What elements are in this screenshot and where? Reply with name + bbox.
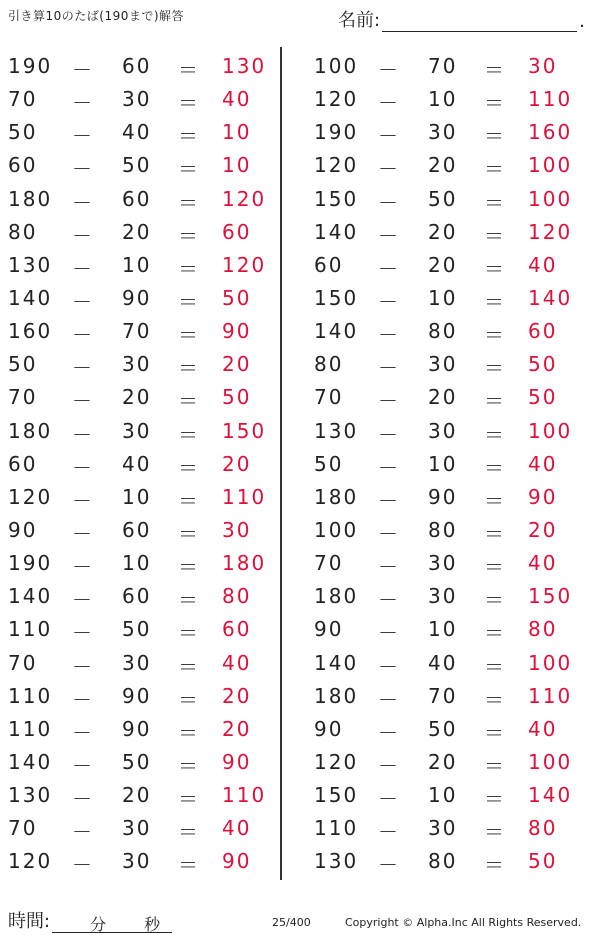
minus-sign: － <box>378 91 398 116</box>
subtrahend: 30 <box>428 584 458 609</box>
minuend: 180 <box>8 186 53 211</box>
minuend: 160 <box>8 319 53 344</box>
answer: 90 <box>528 484 558 509</box>
minus-sign: － <box>378 190 398 215</box>
minuend: 110 <box>8 617 53 642</box>
equals-sign: ＝ <box>178 621 198 646</box>
worksheet-title: 引き算10のたば(190まで)解答 <box>8 9 185 23</box>
minus-sign: － <box>378 455 398 480</box>
minuend: 60 <box>314 252 344 277</box>
minus-sign: － <box>378 356 398 381</box>
subtrahend: 50 <box>428 716 458 741</box>
equals-sign: ＝ <box>178 555 198 580</box>
subtrahend: 50 <box>122 617 152 642</box>
minus-sign: － <box>72 323 92 348</box>
minuend: 140 <box>314 219 359 244</box>
minuend: 120 <box>8 484 53 509</box>
equals-sign: ＝ <box>178 91 198 116</box>
subtrahend: 80 <box>428 319 458 344</box>
minus-sign: － <box>378 853 398 878</box>
copyright-notice: Copyright © Alpha.Inc All Rights Reserved. <box>345 916 582 929</box>
equals-sign: ＝ <box>178 124 198 149</box>
answer: 90 <box>222 319 252 344</box>
minus-sign: － <box>378 621 398 646</box>
subtrahend: 10 <box>122 551 152 576</box>
equals-sign: ＝ <box>484 555 504 580</box>
answer: 60 <box>528 319 558 344</box>
minuend: 140 <box>314 319 359 344</box>
minuend: 130 <box>314 418 359 443</box>
equals-sign: ＝ <box>178 289 198 314</box>
answer: 80 <box>222 584 252 609</box>
minuend: 180 <box>314 584 359 609</box>
equals-sign: ＝ <box>178 323 198 348</box>
answer: 10 <box>222 153 252 178</box>
equals-sign: ＝ <box>484 223 504 248</box>
subtrahend: 10 <box>122 484 152 509</box>
minus-sign: － <box>378 588 398 613</box>
subtrahend: 70 <box>428 54 458 78</box>
answer: 100 <box>528 749 573 774</box>
answer: 110 <box>528 683 573 708</box>
equals-sign: ＝ <box>178 488 198 513</box>
minus-sign: － <box>72 820 92 845</box>
subtrahend: 60 <box>122 584 152 609</box>
equals-sign: ＝ <box>484 488 504 513</box>
minus-sign: － <box>72 289 92 314</box>
equals-sign: ＝ <box>484 720 504 745</box>
answer: 150 <box>222 418 267 443</box>
minuend: 80 <box>314 352 344 377</box>
time-area <box>8 907 172 933</box>
answer: 40 <box>222 87 252 112</box>
minuend: 90 <box>314 617 344 642</box>
subtrahend: 20 <box>428 385 458 410</box>
minus-sign: － <box>378 753 398 778</box>
minus-sign: － <box>72 621 92 646</box>
equals-sign: ＝ <box>178 455 198 480</box>
subtrahend: 90 <box>428 484 458 509</box>
equals-sign: ＝ <box>178 521 198 546</box>
minuend: 110 <box>8 683 53 708</box>
minus-sign: － <box>378 654 398 679</box>
minuend: 180 <box>8 418 53 443</box>
subtrahend: 30 <box>428 352 458 377</box>
answer: 100 <box>528 186 573 211</box>
subtrahend: 20 <box>122 219 152 244</box>
answer: 130 <box>222 54 267 78</box>
equals-sign: ＝ <box>484 422 504 447</box>
equals-sign: ＝ <box>484 389 504 414</box>
answer: 120 <box>222 252 267 277</box>
subtrahend: 10 <box>428 451 458 476</box>
subtrahend: 90 <box>122 683 152 708</box>
subtrahend: 20 <box>428 252 458 277</box>
answer: 50 <box>528 352 558 377</box>
minus-sign: － <box>72 654 92 679</box>
minus-sign: － <box>378 720 398 745</box>
minuend: 190 <box>314 120 359 145</box>
minuend: 80 <box>8 219 38 244</box>
answer: 140 <box>528 783 573 808</box>
minuend: 130 <box>314 849 359 874</box>
minuend: 130 <box>8 783 53 808</box>
answer: 110 <box>222 783 267 808</box>
equals-sign: ＝ <box>178 787 198 812</box>
minuend: 70 <box>8 650 38 675</box>
minus-sign: － <box>72 521 92 546</box>
subtrahend: 30 <box>122 650 152 675</box>
answer: 60 <box>222 617 252 642</box>
minus-sign: － <box>72 753 92 778</box>
subtrahend: 60 <box>122 517 152 542</box>
equals-sign: ＝ <box>484 621 504 646</box>
minus-sign: － <box>72 356 92 381</box>
minus-sign: － <box>378 422 398 447</box>
equals-sign: ＝ <box>484 323 504 348</box>
subtrahend: 10 <box>122 252 152 277</box>
equals-sign: ＝ <box>484 157 504 182</box>
answer: 100 <box>528 153 573 178</box>
minus-sign: － <box>72 455 92 480</box>
subtrahend: 30 <box>122 87 152 112</box>
minuend: 140 <box>314 650 359 675</box>
subtrahend: 90 <box>122 285 152 310</box>
answer: 90 <box>222 849 252 874</box>
minuend: 120 <box>314 87 359 112</box>
equals-sign: ＝ <box>484 91 504 116</box>
time-label: 時間: <box>8 911 51 932</box>
answer: 30 <box>222 517 252 542</box>
minuend: 90 <box>314 716 344 741</box>
subtrahend: 40 <box>428 650 458 675</box>
subtrahend: 70 <box>428 683 458 708</box>
subtrahend: 10 <box>428 285 458 310</box>
answer: 40 <box>528 716 558 741</box>
subtrahend: 20 <box>428 749 458 774</box>
equals-sign: ＝ <box>484 787 504 812</box>
answer: 30 <box>528 54 558 78</box>
subtrahend: 50 <box>122 749 152 774</box>
equals-sign: ＝ <box>484 687 504 712</box>
equals-sign: ＝ <box>484 853 504 878</box>
page-number: 25/400 <box>272 916 311 929</box>
subtrahend: 60 <box>122 54 152 78</box>
subtrahend: 30 <box>428 120 458 145</box>
minuend: 120 <box>314 749 359 774</box>
equals-sign: ＝ <box>178 58 198 82</box>
minuend: 140 <box>8 285 53 310</box>
equals-sign: ＝ <box>484 521 504 546</box>
minus-sign: － <box>72 488 92 513</box>
minus-sign: － <box>378 323 398 348</box>
subtrahend: 10 <box>428 783 458 808</box>
minuend: 70 <box>8 87 38 112</box>
answer: 100 <box>528 650 573 675</box>
minuend: 180 <box>314 484 359 509</box>
minuend: 70 <box>314 551 344 576</box>
equals-sign: ＝ <box>178 720 198 745</box>
minuend: 130 <box>8 252 53 277</box>
minus-sign: － <box>378 157 398 182</box>
subtrahend: 60 <box>122 186 152 211</box>
subtrahend: 30 <box>428 816 458 841</box>
minuend: 100 <box>314 517 359 542</box>
answer: 20 <box>222 716 252 741</box>
equals-sign: ＝ <box>484 124 504 149</box>
minuend: 70 <box>314 385 344 410</box>
equals-sign: ＝ <box>484 455 504 480</box>
name-area <box>338 6 585 32</box>
name-field-line[interactable] <box>382 13 577 32</box>
minus-sign: － <box>378 289 398 314</box>
answer: 80 <box>528 816 558 841</box>
minus-sign: － <box>72 91 92 116</box>
answer: 40 <box>528 252 558 277</box>
minuend: 140 <box>8 584 53 609</box>
minus-sign: － <box>72 58 92 82</box>
subtrahend: 30 <box>122 849 152 874</box>
minuend: 150 <box>314 285 359 310</box>
equals-sign: ＝ <box>484 753 504 778</box>
subtrahend: 80 <box>428 517 458 542</box>
minus-sign: － <box>378 256 398 281</box>
answer: 40 <box>222 650 252 675</box>
equals-sign: ＝ <box>178 853 198 878</box>
equals-sign: ＝ <box>178 356 198 381</box>
minus-sign: － <box>72 853 92 878</box>
equals-sign: ＝ <box>178 389 198 414</box>
subtrahend: 50 <box>428 186 458 211</box>
minuend: 50 <box>314 451 344 476</box>
answer: 150 <box>528 584 573 609</box>
equals-sign: ＝ <box>178 256 198 281</box>
subtrahend: 30 <box>122 816 152 841</box>
minus-sign: － <box>72 687 92 712</box>
minus-sign: － <box>72 190 92 215</box>
minutes-unit: 分 <box>90 915 107 934</box>
answer: 50 <box>528 849 558 874</box>
equals-sign: ＝ <box>178 588 198 613</box>
answer: 50 <box>528 385 558 410</box>
equals-sign: ＝ <box>484 820 504 845</box>
minus-sign: － <box>72 157 92 182</box>
equals-sign: ＝ <box>484 654 504 679</box>
subtrahend: 30 <box>428 418 458 443</box>
minus-sign: － <box>72 588 92 613</box>
answer: 50 <box>222 385 252 410</box>
equals-sign: ＝ <box>178 223 198 248</box>
minuend: 140 <box>8 749 53 774</box>
answer: 60 <box>222 219 252 244</box>
name-end-dot: . <box>579 11 585 32</box>
minuend: 120 <box>314 153 359 178</box>
subtrahend: 70 <box>122 319 152 344</box>
answer: 110 <box>222 484 267 509</box>
subtrahend: 40 <box>122 451 152 476</box>
minuend: 70 <box>8 385 38 410</box>
minus-sign: － <box>378 521 398 546</box>
answer: 10 <box>222 120 252 145</box>
minuend: 150 <box>314 783 359 808</box>
answer: 40 <box>528 451 558 476</box>
equals-sign: ＝ <box>178 157 198 182</box>
answer: 120 <box>528 219 573 244</box>
subtrahend: 50 <box>122 153 152 178</box>
answer: 90 <box>222 749 252 774</box>
equals-sign: ＝ <box>178 422 198 447</box>
answer: 40 <box>222 816 252 841</box>
subtrahend: 90 <box>122 716 152 741</box>
subtrahend: 10 <box>428 87 458 112</box>
minus-sign: － <box>378 389 398 414</box>
subtrahend: 30 <box>428 551 458 576</box>
minus-sign: － <box>378 124 398 149</box>
answer: 120 <box>222 186 267 211</box>
minuend: 190 <box>8 54 53 78</box>
minuend: 190 <box>8 551 53 576</box>
minuend: 60 <box>8 451 38 476</box>
minus-sign: － <box>72 256 92 281</box>
subtrahend: 20 <box>122 783 152 808</box>
minus-sign: － <box>378 555 398 580</box>
subtrahend: 40 <box>122 120 152 145</box>
minuend: 110 <box>314 816 359 841</box>
equals-sign: ＝ <box>178 654 198 679</box>
answer: 20 <box>222 451 252 476</box>
seconds-unit: 秒 <box>144 915 161 934</box>
minuend: 110 <box>8 716 53 741</box>
subtrahend: 20 <box>122 385 152 410</box>
minus-sign: － <box>72 720 92 745</box>
answer: 100 <box>528 418 573 443</box>
answer: 110 <box>528 87 573 112</box>
minuend: 100 <box>314 54 359 78</box>
equals-sign: ＝ <box>484 356 504 381</box>
minus-sign: － <box>378 687 398 712</box>
subtrahend: 20 <box>428 219 458 244</box>
minus-sign: － <box>378 820 398 845</box>
minus-sign: － <box>378 787 398 812</box>
minus-sign: － <box>378 223 398 248</box>
answer: 80 <box>528 617 558 642</box>
minus-sign: － <box>72 555 92 580</box>
equals-sign: ＝ <box>484 190 504 215</box>
minuend: 50 <box>8 352 38 377</box>
answer: 20 <box>222 352 252 377</box>
minus-sign: － <box>378 58 398 82</box>
answer: 180 <box>222 551 267 576</box>
column-divider <box>280 47 282 880</box>
answer: 140 <box>528 285 573 310</box>
equals-sign: ＝ <box>178 820 198 845</box>
time-field-line[interactable] <box>52 912 172 933</box>
equals-sign: ＝ <box>178 753 198 778</box>
equals-sign: ＝ <box>484 58 504 82</box>
minuend: 180 <box>314 683 359 708</box>
answer: 20 <box>222 683 252 708</box>
subtrahend: 30 <box>122 352 152 377</box>
answer: 20 <box>528 517 558 542</box>
equals-sign: ＝ <box>178 190 198 215</box>
minuend: 60 <box>8 153 38 178</box>
subtrahend: 10 <box>428 617 458 642</box>
minus-sign: － <box>72 389 92 414</box>
name-label: 名前: <box>338 10 381 31</box>
minuend: 50 <box>8 120 38 145</box>
minuend: 90 <box>8 517 38 542</box>
equals-sign: ＝ <box>178 687 198 712</box>
answer: 40 <box>528 551 558 576</box>
minus-sign: － <box>72 787 92 812</box>
subtrahend: 80 <box>428 849 458 874</box>
minuend: 120 <box>8 849 53 874</box>
minus-sign: － <box>72 124 92 149</box>
subtrahend: 30 <box>122 418 152 443</box>
equals-sign: ＝ <box>484 289 504 314</box>
equals-sign: ＝ <box>484 588 504 613</box>
minuend: 150 <box>314 186 359 211</box>
subtrahend: 20 <box>428 153 458 178</box>
minuend: 70 <box>8 816 38 841</box>
minus-sign: － <box>72 223 92 248</box>
minus-sign: － <box>72 422 92 447</box>
answer: 160 <box>528 120 573 145</box>
equals-sign: ＝ <box>484 256 504 281</box>
answer: 50 <box>222 285 252 310</box>
minus-sign: － <box>378 488 398 513</box>
